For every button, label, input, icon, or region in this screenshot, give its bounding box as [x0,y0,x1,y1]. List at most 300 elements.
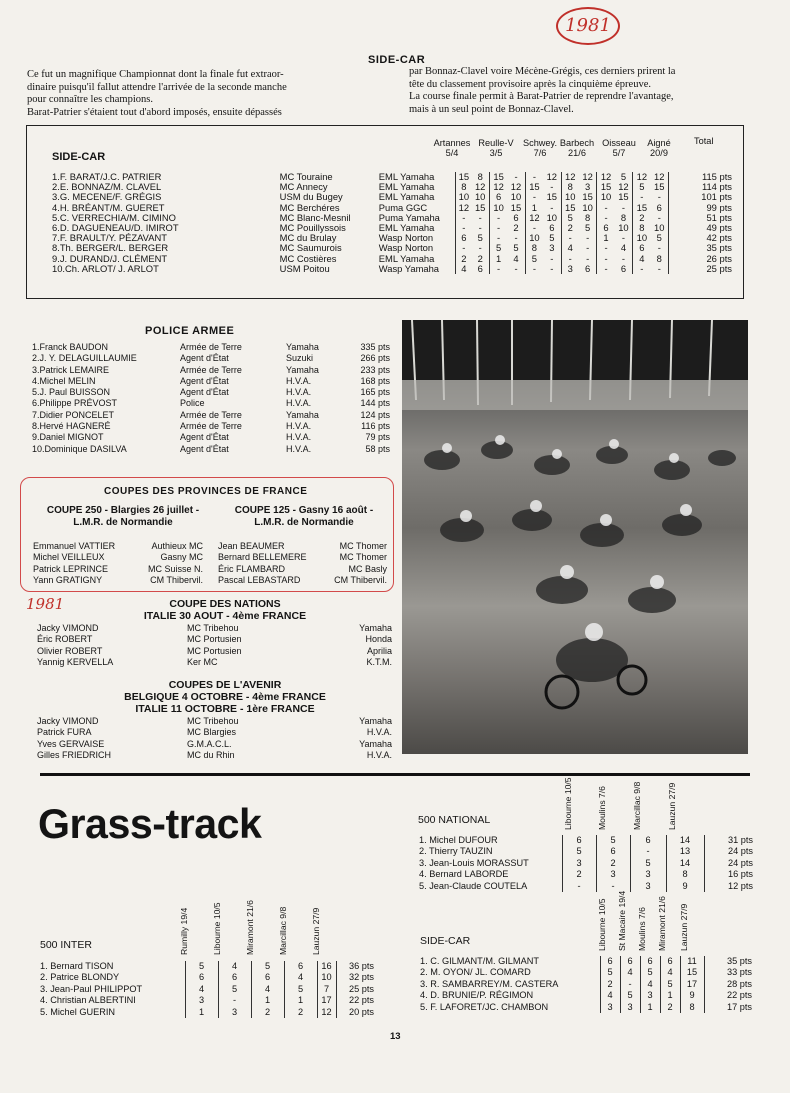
club-name: MC Suisse N. [147,563,203,574]
bike-name: Puma Yamaha [378,211,440,223]
intro-line: par Bonnaz-Clavel voire Mécène-Grégis, ces derniers prirent la [409,66,676,77]
score-cell: 4 [600,990,620,1001]
score-cell: 17 [317,995,336,1006]
police-row [32,410,390,421]
event-date: 21/6 [568,148,586,158]
rider-name: 5. F. LAFORET/JC. CHAMBON [420,1001,549,1012]
nations-row [37,646,392,657]
score-cell: 5 [633,182,651,192]
score-cell: 4 [251,984,284,995]
coupe250-table [33,541,203,586]
coupe125-heading [217,505,391,529]
sidecar-row [420,990,754,1001]
page-number: 13 [390,1031,401,1042]
total-points: 58 pts [365,443,390,454]
rider-name: 4.Michel MELIN [32,375,96,386]
national-row [419,835,755,846]
rider-name: 3. Jean-Paul PHILIPPOT [40,983,143,994]
score-cell: 6 [596,846,630,857]
bike-name: H.V.A. [366,727,392,738]
score-cell: - [597,243,615,253]
provinces-row [33,552,203,563]
score-cell: 3 [561,264,579,274]
total-points: 17 pts [704,1002,754,1013]
club-name: CM Thibervil. [150,574,203,585]
provinces-title: COUPES DES PROVINCES DE FRANCE [104,486,308,497]
score-cell: - [514,171,518,182]
score-cell: 10 [597,192,615,202]
event-header [637,138,681,158]
club-name: MC Tribehou [187,623,239,633]
score-cell: 6 [251,972,284,983]
score-cell: - [514,262,518,274]
coupe250-line2: L.M.R. de Normandie [73,517,173,528]
rider-name: Jacky VIMOND [37,623,99,633]
bike-name: Honda [365,634,392,645]
score-cell: - [550,252,554,264]
rider-name: Patrick FURA [37,727,92,738]
score-cell: 12 [546,171,558,182]
score-cell: 1 [660,990,680,1001]
score-cell: 10 [618,222,629,234]
event-name: Artannes [433,138,471,148]
club-name: Authieux MC [151,541,203,551]
nations-title1: COUPE DES NATIONS [169,598,281,610]
rider-name: Yannig KERVELLA [37,656,114,667]
score-cell: 5 [549,232,555,244]
avenir-title1: COUPES DE L'AVENIR [168,679,282,691]
score-cell: 10 [561,192,579,202]
score-cell: - [525,223,543,233]
score-cell: 17 [680,979,704,990]
coupe125-line2: L.M.R. de Normandie [254,517,354,528]
total-points: 116 pts [361,421,390,432]
score-cell: 15 [474,201,486,213]
police-row [32,365,390,376]
score-cell: 15 [525,182,543,192]
national-row [419,846,755,857]
score-cell: 6 [656,201,662,213]
score-cell: - [597,254,615,264]
intro-line: La course finale permit à Barat-Patrier de reprendre l'avantage, [409,91,674,102]
score-cell: 12 [525,213,543,223]
club-name: MC Berchéres [279,201,340,213]
club-name: MC Annecy [279,181,328,193]
score-cell: 8 [666,869,704,880]
rider-name: 7.F. BRAULT/Y. PÉZAVANT [52,232,167,244]
score-cell: 5 [660,979,680,990]
score-cell: 4 [561,243,579,253]
organisation: Police [180,398,205,409]
score-cell: 2 [596,858,630,869]
bike-name: H.V.A. [286,387,312,398]
score-cell: 1 [284,995,317,1006]
rider-name: Bernard BELLEMERE [218,552,307,563]
score-cell: - [633,264,651,274]
score-cell: 15 [456,172,472,182]
score-cell: - [597,213,615,223]
rider-name: Olivier ROBERT [37,645,103,656]
score-cell: 1 [251,995,284,1006]
event-header: Miramont 21/6 [657,896,667,951]
score-cell: 1 [185,1007,218,1018]
total-points: 144 pts [360,398,390,409]
bike-name: EML Yamaha [378,171,435,182]
score-cell: 2 [513,222,519,234]
score-cell: 3 [640,990,660,1001]
avenir-row [37,739,392,750]
score-cell: 6 [620,262,627,274]
bike-name: H.V.A. [286,398,312,409]
score-cell: - [478,242,482,254]
intro-line: dinaire puisqu'il fallut attendre l'arrivée de la seconde manche [27,81,287,93]
score-cell: 2 [562,869,596,880]
score-cell: 2 [477,252,483,264]
provinces-row [218,564,387,575]
organisation: Armée de Terre [180,364,242,375]
total-points: 25 pts [668,264,734,274]
score-cell: 6 [633,243,651,253]
rider-name: 6.Philippe PRÉVOST [32,398,118,409]
event-date: 20/9 [650,148,668,158]
event-header: Marcillac 9/8 [278,906,288,955]
score-cell: 5 [600,967,620,978]
score-cell: 4 [218,961,251,972]
score-cell: - [633,192,651,202]
organisation: Agent d'État [180,353,229,364]
inter-table [40,961,376,1018]
total-points: 35 pts [668,243,734,253]
score-cell: 15 [582,191,593,203]
organisation: Armée de Terre [180,409,242,420]
score-cell: 5 [561,213,579,223]
score-cell: - [489,213,507,223]
sidecar-intro-col1 [27,69,379,119]
event-header: Moulins 7/6 [597,786,607,830]
score-cell: 12 [618,181,629,193]
score-cell: - [478,222,482,234]
score-cell: - [489,233,507,243]
score-cell: 6 [620,956,640,967]
total-points: 31 pts [704,835,755,846]
total-points: 79 pts [365,432,390,443]
police-row [32,432,390,443]
event-header [555,138,599,158]
score-cell: 15 [546,191,558,203]
score-cell: - [597,264,615,274]
score-cell: 15 [618,191,629,203]
bike-name: EML Yamaha [378,252,435,264]
national-table [419,835,755,892]
rider-name: Éric ROBERT [37,634,93,645]
score-cell: - [657,211,661,223]
score-cell: 1 [597,233,615,243]
total-points: 16 pts [704,869,755,880]
bike-name: Puma GGC [378,201,428,213]
score-cell: - [657,191,661,203]
avenir-table [37,716,392,761]
score-cell: - [478,211,482,223]
score-cell: 5 [620,171,627,182]
sidecar-row [420,956,754,967]
bike-name: Wasp Norton [378,232,434,244]
score-cell: 2 [633,213,651,223]
nations-row [37,657,392,668]
score-cell: 14 [666,858,704,869]
score-cell: 5 [284,984,317,995]
score-cell: 5 [596,835,630,846]
event-header [430,138,474,158]
total-points: 51 pts [668,213,734,223]
score-cell: 3 [596,869,630,880]
event-header [597,138,641,158]
total-points: 32 pts [336,972,376,983]
event-header: Lauzun 27/9 [311,907,321,955]
score-cell: - [525,172,543,182]
bike-name: Wasp Yamaha [378,262,440,274]
rider-name: 2. Thierry TAUZIN [419,846,493,857]
score-cell: 5 [640,967,660,978]
sidecar-intro-col2 [409,66,761,116]
rider-name: 3.G. MECENE/F. GRÉGIS [52,191,162,203]
total-points: 26 pts [668,254,734,264]
score-cell: 4 [185,984,218,995]
rider-name: Jean BEAUMER [218,541,285,551]
score-cell: 5 [251,961,284,972]
score-cell: 8 [633,223,651,233]
score-cell: - [525,264,543,274]
score-cell: 4 [620,242,627,254]
intro-line: mais à un seul point de Bonnaz-Clavel. [409,103,574,115]
score-cell: 5 [218,984,251,995]
score-cell: 8 [525,243,543,253]
rider-name: 4.H. BRÉANT/M. GUERET [52,201,165,213]
rider-name: 10.Dominique DASILVA [32,443,127,454]
grasstrack-title: Grass-track [38,800,262,847]
nations-title2: ITALIE 30 AOUT - 4ème FRANCE [143,610,307,622]
rider-name: 1. Bernard TISON [40,961,114,971]
score-cell: 6 [640,956,660,967]
score-cell: 1 [489,254,507,264]
score-cell: - [621,232,625,244]
rider-name: 1. C. GILMANT/M. GILMANT [420,956,539,966]
score-cell: 3 [585,181,591,193]
year-stamp: 1981 [556,7,620,45]
police-row [32,353,390,364]
club-name: USM Poitou [279,262,330,274]
event-header: Lauzun 27/9 [667,782,677,830]
score-cell: 4 [284,972,317,983]
coupe125-table [218,541,387,586]
bike-name: H.V.A. [286,443,312,454]
sidecar-row [420,979,754,990]
score-cell: 6 [218,972,251,983]
rider-name: Emmanuel VATTIER [33,541,116,551]
club-name: MC Thomer [339,552,387,563]
score-cell: 6 [513,211,519,223]
score-cell: 6 [630,835,666,846]
score-cell: 5 [630,858,666,869]
score-cell: 10 [474,191,486,203]
total-points: 124 pts [360,409,390,420]
club-name: USM du Bugey [279,191,343,203]
score-cell: 9 [666,881,704,892]
score-cell: 5 [562,846,596,857]
event-name: Oisseau [602,138,636,148]
total-points: 49 pts [668,223,734,233]
bike-name: Yamaha [286,364,319,375]
score-cell: 15 [633,203,651,213]
score-cell: - [657,242,661,254]
provinces-row [218,552,387,563]
inter-title: 500 INTER [40,939,92,951]
club-name: MC Blanc-Mesnil [279,211,351,223]
bike-name: Wasp Norton [378,242,434,254]
score-cell: - [514,232,518,244]
club-name: Ker MC [187,656,218,667]
score-cell: 4 [640,979,660,990]
score-cell: 8 [620,211,627,223]
total-points: 168 pts [360,375,390,386]
gt-sidecar-title: SIDE-CAR [420,935,471,947]
total-points: 24 pts [704,858,755,869]
score-cell: 6 [660,956,680,967]
club-name: G.M.A.C.L. [187,738,232,749]
score-cell: 3 [549,242,555,254]
rider-name: 3. R. SAMBARREY/M. CASTERA [420,978,559,989]
score-cell: 8 [456,182,472,192]
national-row [419,869,755,880]
score-cell: 5 [656,232,662,244]
score-cell: 10 [654,222,665,234]
club-name: MC Basly [348,563,387,574]
score-cell: 6 [489,192,507,202]
score-cell: - [586,242,590,254]
score-cell: 2 [660,1002,680,1013]
score-cell: - [597,203,615,213]
sidecar-intro-title: SIDE-CAR [368,54,426,66]
total-points: 25 pts [336,984,376,995]
score-cell: 1 [640,1002,660,1013]
score-cell: 10 [546,211,558,223]
club-name: MC Touraine [279,171,333,182]
score-cell: 15 [597,182,615,192]
score-cell: - [550,262,554,274]
intro-line: Barat-Patrier s'étaient tout d'abord imposés, ensuite dépassés [27,106,282,118]
score-cell: 3 [185,995,218,1006]
score-cell: - [456,213,472,223]
score-cell: 15 [680,967,704,978]
score-cell: 3 [620,1002,640,1013]
police-table [32,342,390,455]
score-cell: 2 [456,254,472,264]
total-points: 99 pts [668,203,734,213]
sidecar-row [52,264,734,274]
total-points: 101 pts [668,192,734,202]
score-cell: 8 [477,171,483,182]
score-cell: - [586,232,590,244]
score-cell: 10 [489,203,507,213]
sidecar-row [420,967,754,978]
nations-heading [100,598,350,622]
intro-line: Ce fut un magnifique Championnat dont la finale fut extraor- [27,69,284,80]
score-cell: 5 [489,243,507,253]
avenir-row [37,716,392,727]
provinces-row [218,541,387,552]
score-cell: 5 [477,232,483,244]
rider-name: 5.J. Paul BUISSON [32,387,111,398]
score-cell: 12 [317,1007,336,1018]
score-cell: 6 [549,222,555,234]
rider-name: 5.C. VERRECHIA/M. CIMINO [52,211,176,223]
rider-name: 3. Jean-Louis MORASSUT [419,857,529,868]
score-cell: 4 [513,252,519,264]
rider-name: Yann GRATIGNY [33,574,103,585]
bike-name: EML Yamaha [378,222,435,234]
club-name: CM Thibervil. [334,574,387,585]
score-cell: 8 [561,182,579,192]
score-cell: 10 [633,233,651,243]
avenir-row [37,727,392,738]
total-points: 233 pts [360,364,390,375]
organisation: Agent d'État [180,387,229,398]
provinces-row [218,575,387,586]
score-cell: 5 [185,961,218,972]
total-points: 20 pts [336,1007,376,1018]
event-name: Reulle-V [478,138,514,148]
rider-name: 10.Ch. ARLOT/ J. ARLOT [52,262,159,274]
rider-name: 5. Michel GUERIN [40,1006,116,1017]
club-name: MC Pouillyssois [279,222,346,234]
total-points: 12 pts [704,881,755,892]
nations-table [37,623,392,668]
club-name: MC Thomer [339,541,387,551]
rider-name: 4. D. BRUNIE/P. RÉGIMON [420,990,534,1001]
bike-name: Yamaha [286,409,319,420]
rider-name: 2. Patrice BLONDY [40,972,120,983]
gt-sidecar-table [420,956,754,1013]
score-cell: 3 [600,1002,620,1013]
score-cell: 12 [654,171,665,182]
national-row [419,858,755,869]
coupe250-line1: COUPE 250 - Blargies 26 juillet - [46,505,200,516]
score-cell: 2 [600,979,620,990]
score-cell: - [489,264,507,274]
score-cell: 10 [317,972,336,983]
bike-name: Aprilia [366,645,392,656]
bike-name: Suzuki [286,353,314,364]
provinces-row [33,575,203,586]
police-title: POLICE ARMEE [145,325,235,337]
sidecar-total-header: Total [694,136,714,146]
bike-name: Yamaha [359,623,392,633]
rider-name: Yves GERVAISE [37,738,105,749]
bike-name: H.V.A. [366,749,392,760]
photo-illustration [402,320,748,754]
total-points: 42 pts [668,233,734,243]
score-cell: 10 [525,233,543,243]
score-cell: 6 [585,262,591,274]
score-cell: 6 [600,956,620,967]
event-header: Moulins 7/6 [637,907,647,951]
score-cell: 3 [562,858,596,869]
score-cell: 15 [510,201,522,213]
intro-line: pour connaître les champions. [27,94,153,105]
score-cell: 15 [561,203,579,213]
score-cell: - [621,252,625,264]
event-header: Libourne 10/5 [212,902,222,955]
score-cell: - [550,201,554,213]
